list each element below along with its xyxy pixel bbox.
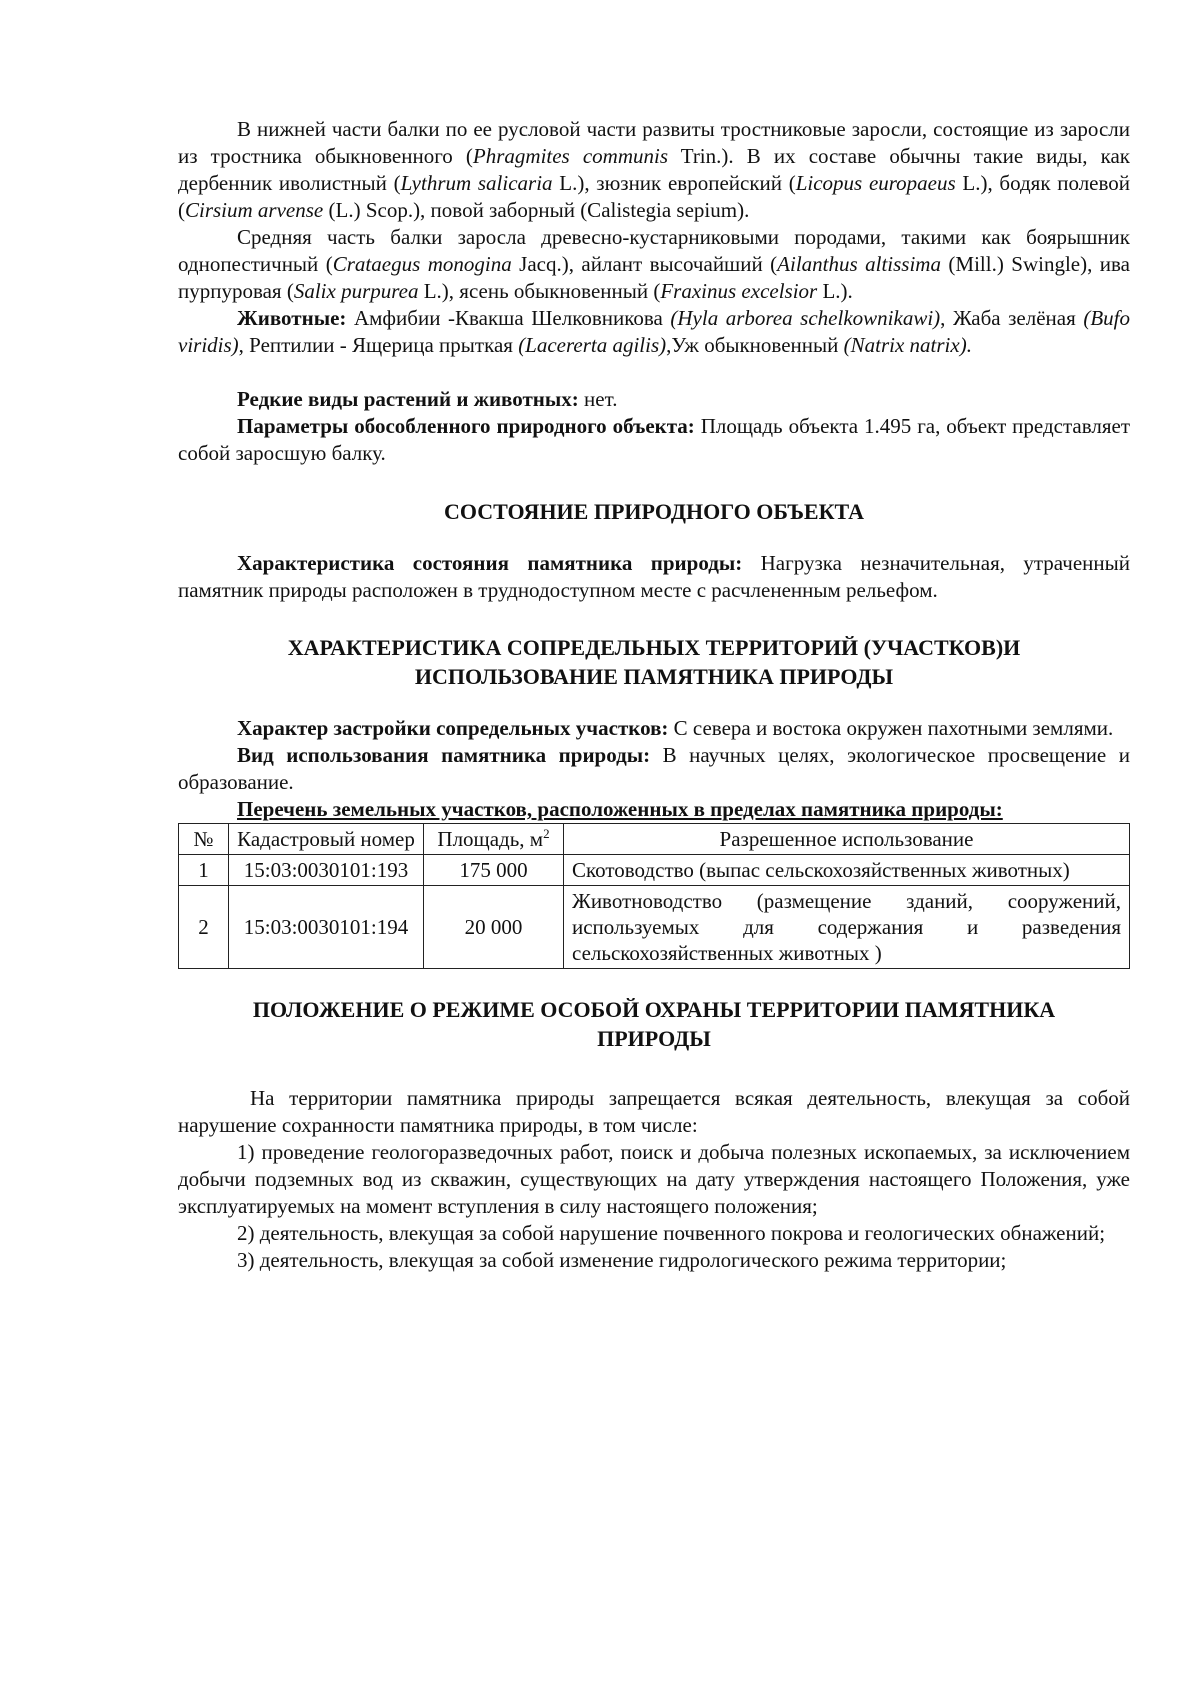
state-paragraph: Характеристика состояния памятника природы: Нагрузка незначительная, утраченный памятник природы расположен в труднодоступном месте с расчлененным рельефом. xyxy=(178,551,1130,602)
adjacent-build-paragraph: Характер застройки сопредельных участков: С севера и востока окружен пахотными землями. xyxy=(237,716,1114,740)
object-params-paragraph: Параметры обособленного природного объекта: Площадь объекта 1.495 га, объект представляет собой заросшую балку. xyxy=(178,414,1131,465)
cell-area: 20 000 xyxy=(424,886,564,969)
fauna-paragraph: Животные: Амфибии -Квакша Шелковникова (Hyla arborea schelkownikawi), Жаба зелёная (Bufo viridis), Рептилии - Ящерица прыткая (Lacererta agilis),Уж обыкновенный (Natrix natrix). xyxy=(178,306,1130,357)
cell-num: 1 xyxy=(179,855,229,886)
rare-species-paragraph: Редкие виды растений и животных: нет. xyxy=(237,387,618,411)
table-row xyxy=(179,855,1130,886)
land-plots-table xyxy=(178,823,1130,969)
cell-area: 175 000 xyxy=(424,855,564,886)
header-cadastral: Кадастровый номер xyxy=(229,824,424,855)
header-usage: Разрешенное использование xyxy=(564,824,1130,855)
header-num: № xyxy=(179,824,229,855)
regime-section-title: ПОЛОЖЕНИЕ О РЕЖИМЕ ОСОБОЙ ОХРАНЫ ТЕРРИТОРИИ ПАМЯТНИКА ПРИРОДЫ xyxy=(252,997,1056,1051)
adjacent-section-title: ХАРАКТЕРИСТИКА СОПРЕДЕЛЬНЫХ ТЕРРИТОРИЙ (УЧАСТКОВ)И ИСПОЛЬЗОВАНИЕ ПАМЯТНИКА ПРИРОДЫ xyxy=(287,635,1021,689)
cell-num: 2 xyxy=(179,886,229,969)
table-row xyxy=(179,886,1130,969)
table-header-row xyxy=(179,824,1130,855)
land-table-caption: Перечень земельных участков, расположенных в пределах памятника природы: xyxy=(237,797,1003,821)
cell-usage: Животноводство (размещение зданий, сооружений, используемых для содержания и разведения сельскохозяйственных животных ) xyxy=(564,886,1130,969)
regime-item: 2) деятельность, влекущая за собой нарушение почвенного покрова и геологических обнажений; xyxy=(237,1221,1106,1245)
flora-paragraph-reeds: В нижней части балки по ее русловой части развиты тростниковые заросли, состоящие из заросли из тростника обыкновенного (Phragmites communis Trin.). В их составе обычны такие виды, как дербенник иволистный (Lythrum salicaria L.), зюзник европейский (Licopus europaeus L.), бодяк полевой (Cirsium arvense (L.) Scop.), повой заборный (Calistegia sepium). xyxy=(178,117,1131,222)
flora-paragraph-trees: Средняя часть балки заросла древесно-кустарниковыми породами, такими как боярышник однопестичный (Crataegus monogina Jacq.), айлант высочайший (Ailanthus altissima (Mill.) Swingle), ива пурпуровая (Salix purpurea L.), ясень обыкновенный (Fraxinus excelsior L.). xyxy=(178,225,1131,303)
regime-intro-paragraph: На территории памятника природы запрещается всякая деятельность, влекущая за собой нарушение сохранности памятника природы, в том числе: xyxy=(178,1086,1130,1137)
document-body xyxy=(178,116,1130,1274)
regime-item: 3) деятельность, влекущая за собой изменение гидрологического режима территории; xyxy=(237,1248,1007,1272)
regime-item: 1) проведение геологоразведочных работ, поиск и добыча полезных ископаемых, за исключением добычи подземных вод из скважин, существующих на дату утверждения настоящего Положения, уже эксплуатируемых на момент вступления в силу настоящего положения; xyxy=(178,1140,1130,1218)
header-area: Площадь, $м^2$ xyxy=(424,824,564,855)
state-section-title: СОСТОЯНИЕ ПРИРОДНОГО ОБЪЕКТА xyxy=(444,499,864,524)
cell-cadastral: 15:03:0030101:194 xyxy=(229,886,424,969)
monument-use-paragraph: Вид использования памятника природы: В научных целях, экологическое просвещение и образование. xyxy=(178,743,1130,794)
cell-cadastral: 15:03:0030101:193 xyxy=(229,855,424,886)
cell-usage: Скотоводство (выпас сельскохозяйственных животных) xyxy=(564,855,1130,886)
